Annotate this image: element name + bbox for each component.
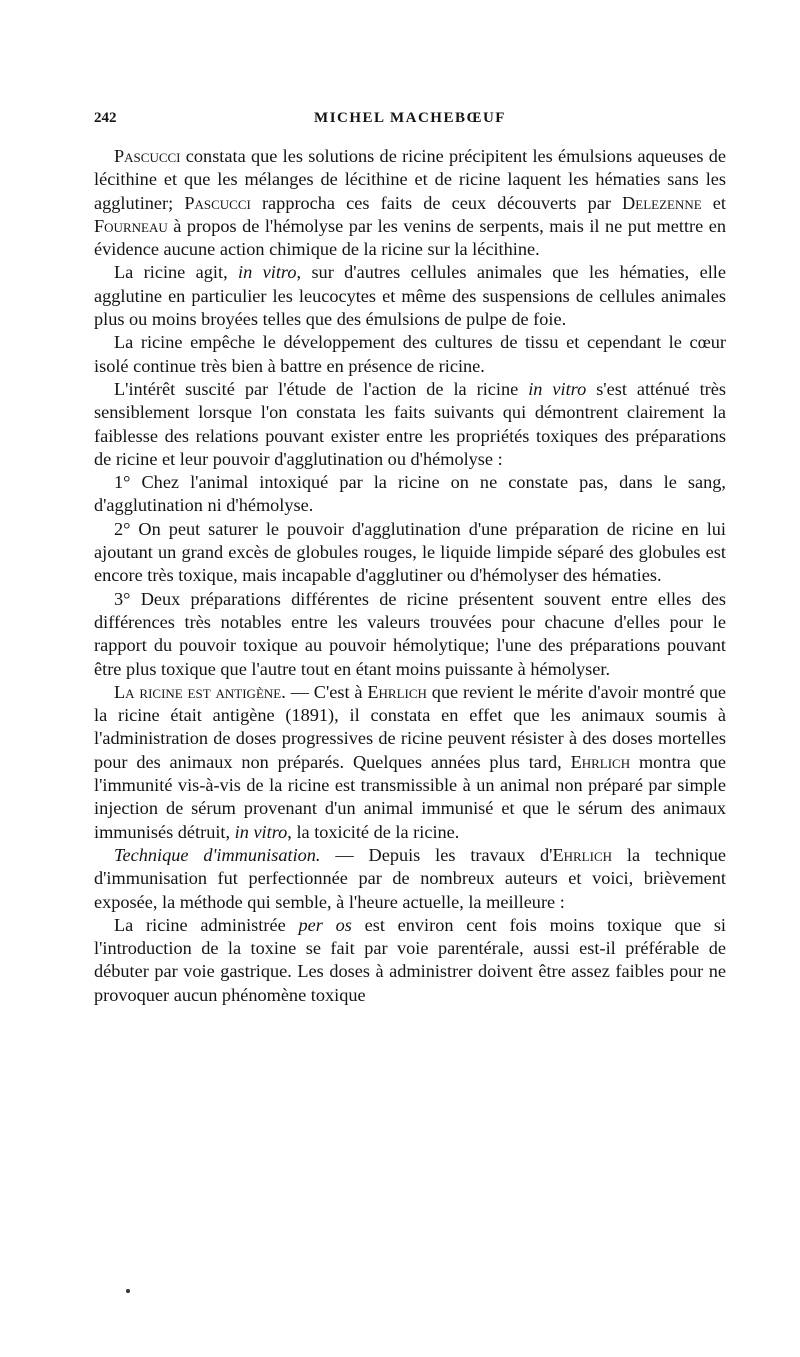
text-run: La ricine administrée	[114, 914, 299, 935]
text-run: , sur d'autres cellules animales que les hématies, elle agglutine en particulier les leucocytes et même des suspensions de cellules animales plus ou moins broyées telles que des émulsions de pulpe de foie.	[94, 262, 726, 330]
paragraph-1	[94, 145, 726, 261]
text-run: et	[701, 192, 726, 213]
author-name: Delezenne	[622, 192, 702, 213]
text-run: La ricine agit,	[114, 262, 239, 283]
paragraph-6: 2° On peut saturer le pouvoir d'agglutination d'une préparation de ricine en lui ajoutant un grand excès de globules rouges, le liquide limpide séparé des globules est encore très toxique, mais incapable d'agglutiner ou d'hémolyser des hématies.	[94, 518, 726, 586]
text-run: , la toxicité de la ricine.	[287, 821, 460, 842]
text-run: à propos de l'hémolyse par les venins de serpents, mais il ne put mettre en évidence aucune action chimique de la ricine sur la lécithine.	[94, 215, 726, 260]
ink-speck	[126, 1289, 130, 1293]
paragraph-3: La ricine empêche le développement des cultures de tissu et cependant le cœur isolé continue très bien à battre en présence de ricine.	[94, 332, 726, 376]
running-title: MICHEL MACHEBŒUF	[314, 110, 506, 126]
text-run: constata que les solutions de ricine précipitent les émulsions aqueuses de lécithine et que les mélanges de lécithine et de ricine laquent les hématies sans les agglutiner;	[94, 146, 726, 213]
paragraph-4	[94, 378, 726, 471]
text-run: s'est atténué très sensiblement lorsque l'on constata les faits suivants qui démontrent clairement la faiblesse des relations pouvant exister entre les propriétés toxiques des préparations de ricine et leur pouvoir d'agglutination ou d'hémolyse :	[94, 378, 726, 469]
paragraph-9	[94, 844, 726, 914]
body-text	[94, 145, 726, 1007]
text-run: rapprocha ces faits de ceux découverts par	[250, 192, 623, 213]
text-run: L'intérêt suscité par l'étude de l'action de la ricine	[114, 378, 529, 399]
section-heading: Technique d'immunisation.	[114, 844, 321, 865]
italic-term: in vitro	[238, 262, 297, 283]
page-number: 242	[94, 110, 117, 126]
paragraph-5: 1° Chez l'animal intoxiqué par la ricine on ne constate pas, dans le sang, d'agglutination ni d'hémolyse.	[94, 472, 726, 516]
author-name: Ehrlich	[570, 751, 631, 772]
section-heading: La ricine est antigène.	[114, 681, 286, 702]
italic-term: per os	[298, 914, 352, 935]
text-run: la technique d'immunisation fut perfectionnée par de nombreux auteurs et voici, brièvement exposée, la méthode qui semble, à l'heure actuelle, la meilleure :	[94, 844, 726, 912]
text-run: montra que l'immunité vis-à-vis de la ricine est transmissible à un animal non préparé par simple injection de sérum provenant d'un animal immunisé et que le sérum des animaux immunisés détruit,	[94, 751, 726, 842]
italic-term: in vitro	[528, 378, 587, 399]
author-name: Pascucci	[114, 146, 181, 166]
text-run: — C'est à	[285, 681, 368, 702]
text-run: — Depuis les travaux d'	[320, 844, 553, 865]
author-name: Fourneau	[94, 215, 168, 236]
italic-term: in vitro	[234, 821, 288, 842]
paragraph-7: 3° Deux préparations différentes de ricine présentent souvent entre elles des différences très notables entre les valeurs trouvées pour chacune d'elles pour le rapport du pouvoir toxique au pouvoir hémolytique; l'une des préparations pouvant être plus toxique que l'autre tout en étant moins puissante à hémolyser.	[94, 588, 726, 679]
paragraph-8	[94, 681, 726, 844]
author-name: Pascucci	[184, 192, 251, 213]
text-run: est environ cent fois moins toxique que si l'introduction de la toxine se fait par voie parentérale, aussi est-il préférable de débuter par voie gastrique. Les doses à administrer doivent être assez faibles pour ne provoquer aucun phénomène toxique	[94, 914, 727, 1005]
author-name: Ehrlich	[367, 681, 427, 702]
page-header	[94, 107, 726, 129]
text-run: que revient le mérite d'avoir montré que la ricine était antigène (1891), il constata en effet que les animaux soumis à l'administration de doses progressives de ricine peuvent résister à des doses mortelles pour des animaux non préparés. Quelques années plus tard,	[94, 681, 726, 772]
paragraph-10	[94, 914, 726, 1007]
paragraph-2	[94, 261, 726, 331]
author-name: Ehrlich	[552, 844, 613, 865]
